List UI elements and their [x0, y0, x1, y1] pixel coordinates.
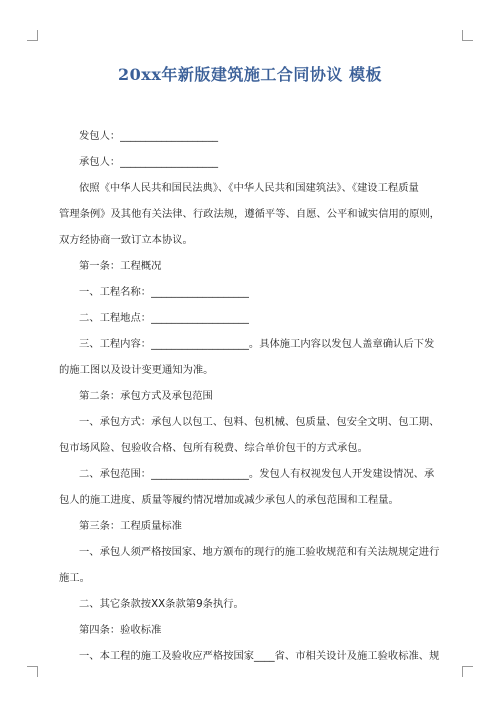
document-title: 20xx年新版建筑施工合同协议 模板 — [118, 65, 382, 84]
paragraph-line: 发包人：___________________ — [79, 130, 219, 142]
paragraph-line: 第四条：验收标准 — [79, 624, 162, 636]
paragraph-line: 包市场风险、包验收合格、包所有税费、综合单价包干的方式承包。 — [59, 442, 368, 454]
paragraph-line: 包人的施工进度、质量等履约情况增加或减少承包人的承包范围和工程量。 — [59, 494, 399, 506]
paragraph-line: 第二条：承包方式及承包范围 — [79, 390, 213, 402]
paragraph-line: 管理条例》及其他有关法律、行政法规，遵循平等、自愿、公平和诚实信用的原则， — [59, 208, 440, 220]
paragraph-line: 依照《中华人民共和国民法典》、《中华人民共和国建筑法》、《建设工程质量 — [79, 182, 419, 194]
paragraph-line: 施工。 — [59, 572, 90, 584]
paragraph-line: 一、工程名称：___________________ — [79, 286, 249, 298]
paragraph-line: 一、本工程的施工及验收应严格按国家____省、市相关设计及施工验收标准、规 — [79, 650, 440, 662]
crop-mark-bottom-right — [462, 666, 473, 677]
crop-mark-bottom-left — [27, 666, 38, 677]
paragraph-line: 第三条：工程质量标准 — [79, 520, 182, 532]
paragraph-line: 承包人：___________________ — [79, 156, 219, 168]
paragraph-line: 二、工程地点：___________________ — [79, 312, 249, 324]
paragraph-line: 第一条：工程概况 — [79, 260, 162, 272]
paragraph-line: 双方经协商一致订立本协议。 — [59, 234, 193, 246]
paragraph-line: 一、承包方式：承包人以包工、包料、包机械、包质量、包安全文明、包工期、 — [79, 416, 440, 428]
document-page — [59, 62, 441, 669]
crop-mark-top-left — [27, 30, 38, 41]
document-body — [59, 123, 441, 669]
crop-mark-top-right — [462, 30, 473, 41]
paragraph-line: 二、承包范围：___________________。发包人有权视发包人开发建设情况、承 — [79, 468, 435, 480]
paragraph-line: 二、其它条款按XX条款第9条执行。 — [79, 598, 244, 610]
paragraph-line: 的施工图以及设计变更通知为准。 — [59, 364, 214, 376]
paragraph-line: 一、承包人须严格按国家、地方颁布的现行的施工验收规范和有关法规规定进行 — [79, 546, 440, 558]
paragraph-line: 三、工程内容：___________________。具体施工内容以发包人盖章确认后下发 — [79, 338, 435, 350]
